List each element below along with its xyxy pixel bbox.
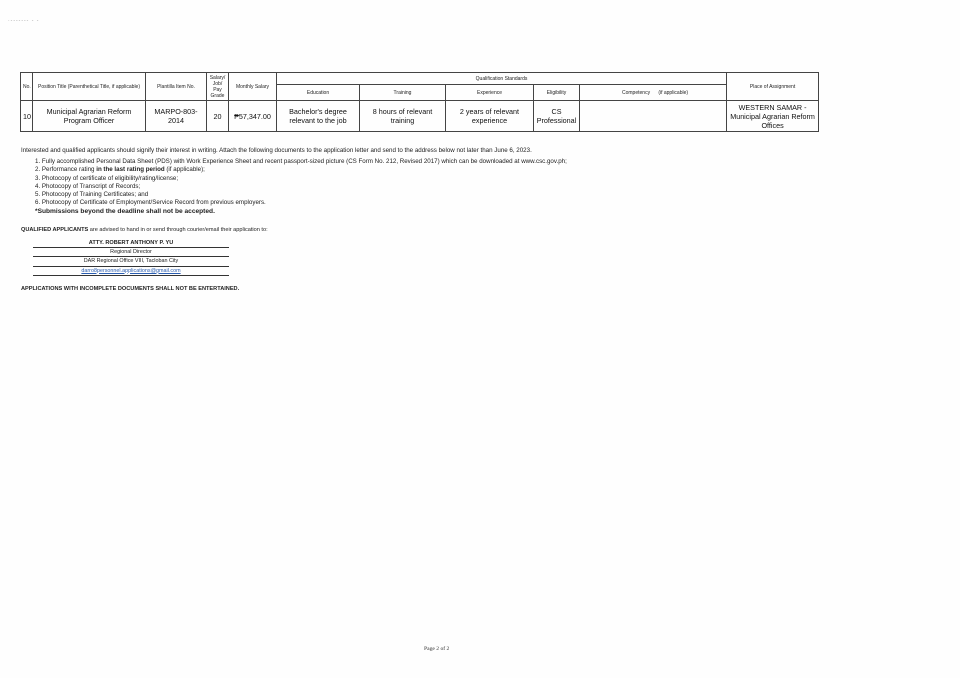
recipient-title: Regional Director xyxy=(33,248,229,257)
req2-bold: in the last rating period xyxy=(94,166,165,174)
table-row xyxy=(21,101,819,132)
cell-competency xyxy=(580,101,727,132)
cell-eligibility: CS Professional xyxy=(534,101,580,132)
recipient-email-link[interactable]: darro8personnel.applications@gmail.com xyxy=(33,267,229,276)
cell-position-title: Municipal Agrarian Reform Program Officer xyxy=(33,101,146,132)
req2-post: (if applicable); xyxy=(164,166,205,174)
header-no: No. xyxy=(21,73,33,101)
header-salary-grade: Salary/ Job/ Pay Grade xyxy=(207,73,229,101)
list-item: 1. Fully accomplished Personal Data Sheet (PDS) with Work Experience Sheet and recent passport-sized picture (CS Form No. 212, Revised 2017) which can be downloaded at www.csc.gov.ph; xyxy=(35,158,567,166)
qualified-applicants-note xyxy=(21,227,268,233)
intro-paragraph: Interested and qualified applicants should signify their interest in writing. Attach the following documents to the application letter and send to the address below not later than June 6, 2023. xyxy=(21,147,532,154)
recipient-office: DAR Regional Office VIII, Tacloban City xyxy=(33,257,229,266)
list-item xyxy=(35,166,801,174)
header-training: Training xyxy=(360,85,446,101)
header-place: Place of Assignment xyxy=(727,73,819,101)
cell-education: Bachelor's degree relevant to the job xyxy=(277,101,360,132)
cell-place: WESTERN SAMAR - Municipal Agrarian Reform Offices xyxy=(727,101,819,132)
header-competency xyxy=(580,85,727,101)
deadline-note: *Submissions beyond the deadline shall not be accepted. xyxy=(35,208,215,216)
req2-pre: 2. Performance rating xyxy=(35,166,95,174)
cell-training: 8 hours of relevant training xyxy=(360,101,446,132)
cell-plantilla: MARPO-803-2014 xyxy=(146,101,207,132)
qualified-label: QUALIFIED APPLICANTS xyxy=(21,227,89,233)
qualified-text: are advised to hand in or send through courier/email their application to: xyxy=(88,227,268,233)
incomplete-notice: APPLICATIONS WITH INCOMPLETE DOCUMENTS SHALL NOT BE ENTERTAINED. xyxy=(21,286,240,292)
header-experience: Experience xyxy=(446,85,534,101)
header-competency-note: (if applicable) xyxy=(658,89,689,96)
recipient-name: ATTY. ROBERT ANTHONY P. YU xyxy=(33,239,229,248)
header-monthly-salary: Monthly Salary xyxy=(229,73,277,101)
header-position-title: Position Title (Parenthetical Title, if applicable) xyxy=(33,73,146,101)
header-competency-label: Competency xyxy=(622,89,651,96)
header-plantilla: Plantilla Item No. xyxy=(146,73,207,101)
list-item: 6. Photocopy of Certificate of Employment/Service Record from previous employers. xyxy=(35,199,266,207)
position-table xyxy=(20,72,819,132)
page-number: Page 2 of 2 xyxy=(424,646,450,652)
requirements-list xyxy=(35,158,801,207)
cell-experience: 2 years of relevant experience xyxy=(446,101,534,132)
cell-no: 10 xyxy=(21,101,33,132)
cell-salary-grade: 20 xyxy=(207,101,229,132)
scan-corner-mark: ·‑‑‑‑‑‑‑ ‑ ‑ xyxy=(8,18,40,24)
list-item: 5. Photocopy of Training Certificates; and xyxy=(35,191,149,199)
cell-monthly-salary: ₱57,347.00 xyxy=(229,101,277,132)
list-item: 4. Photocopy of Transcript of Records; xyxy=(35,182,141,190)
instructions xyxy=(21,147,801,216)
list-item: 3. Photocopy of certificate of eligibility/rating/license; xyxy=(35,174,179,182)
address-block xyxy=(33,239,229,276)
header-education: Education xyxy=(277,85,360,101)
header-qualification-standards: Qualification Standards xyxy=(277,73,727,85)
header-eligibility: Eligibility xyxy=(534,85,580,101)
